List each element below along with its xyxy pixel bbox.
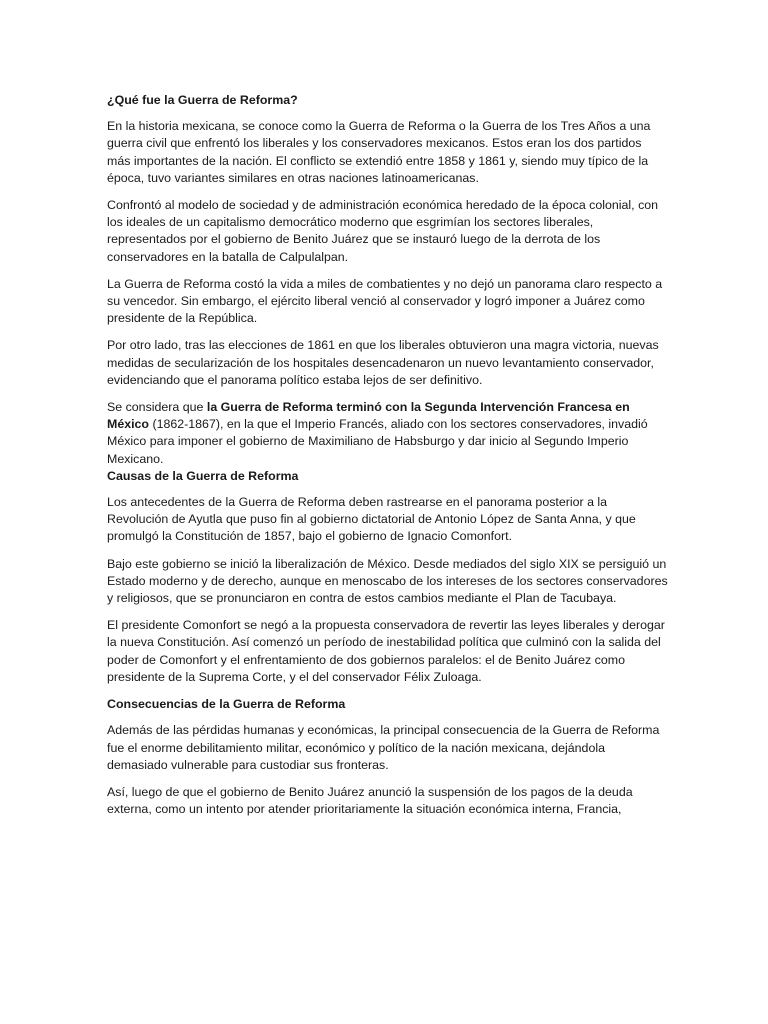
- paragraph-liberalization: Bajo este gobierno se inició la liberalización de México. Desde mediados del siglo XIX se persiguió un Estado moderno y de derecho, aunque en menoscabo de los intereses de los sectores conservadores y religiosos, que se pronunciaron en contra de estos cambios mediante el Plan de Tacubaya.: [107, 556, 668, 606]
- paragraph-debt-suspension: Así, luego de que el gobierno de Benito Juárez anunció la suspensión de los pagos de la deuda externa, como un intento por atender prioritariamente la situación económica interna, Francia,: [107, 784, 633, 817]
- paragraph-end-of-war-emphasis: la Guerra de Reforma terminó con la Segunda Intervención Francesa en México: [107, 400, 630, 432]
- paragraph-end-of-war-lead: Se considera que: [107, 400, 207, 415]
- paragraph-losses: Además de las pérdidas humanas y económicas, la principal consecuencia de la Guerra de Reforma fue el enorme debilitamiento militar, económico y político de la nación mexicana, dejándola demasiado vulnerable para custodiar sus fronteras.: [107, 723, 660, 772]
- paragraph-end-of-war-rest: (1862-1867), en la que el Imperio Francés, aliado con los sectores conservadores, invadió México para imponer el gobierno de Maximiliano de Habsburgo y dar inicio al Segundo Imperio Mexicano.: [107, 417, 648, 466]
- document-title: ¿Qué fue la Guerra de Reforma?: [107, 93, 298, 107]
- paragraph-intro: En la historia mexicana, se conoce como la Guerra de Reforma o la Guerra de los Tres Años a una guerra civil que enfrentó los liberales y los conservadores mexicanos. Estos eran los dos partidos más importantes de la nación. El conflicto se extendió entre 1858 y 1861 y, siendo muy típico de la época, tuvo variantes similares en otras naciones latinoamericanas.: [107, 119, 651, 185]
- paragraph-cost: La Guerra de Reforma costó la vida a miles de combatientes y no dejó un panorama claro respecto a su vencedor. Sin embargo, el ejército liberal venció al conservador y logró imponer a Juárez como presidente de la República.: [107, 276, 663, 326]
- heading-causes: Causas de la Guerra de Reforma: [107, 468, 299, 483]
- heading-consequences: Consecuencias de la Guerra de Reforma: [107, 697, 346, 712]
- paragraph-elections: Por otro lado, tras las elecciones de 1861 en que los liberales obtuvieron una magra victoria, nuevas medidas de secularización de los hospitales desencadenaron un nuevo levantamiento conservador, evidenciando que el panorama político estaba lejos de ser definitivo.: [107, 338, 659, 387]
- paragraph-end-of-war: [107, 399, 668, 468]
- paragraph-antecedents: Los antecedentes de la Guerra de Reforma deben rastrearse en el panorama posterior a la Revolución de Ayutla que puso fin al gobierno dictatorial de Antonio López de Santa Anna, y que promulgó la Constitución de 1857, bajo el gobierno de Ignacio Comonfort.: [107, 495, 636, 544]
- paragraph-comonfort: El presidente Comonfort se negó a la propuesta conservadora de revertir las leyes liberales y derogar la nueva Constitución. Así comenzó un período de inestabilidad política que culminó con la salida del poder de Comonfort y el enfrentamiento de dos gobiernos paralelos: el de Benito Juárez como presidente de la Suprema Corte, y el del conservador Félix Zuloaga.: [107, 618, 665, 684]
- paragraph-confrontation: Confrontó al modelo de sociedad y de administración económica heredado de la época colonial, con los ideales de un capitalismo democrático moderno que esgrimían los sectores liberales, representados por el gobierno de Benito Juárez que se instauró luego de la derrota de los conservadores en la batalla de Calpulalpan.: [107, 198, 659, 264]
